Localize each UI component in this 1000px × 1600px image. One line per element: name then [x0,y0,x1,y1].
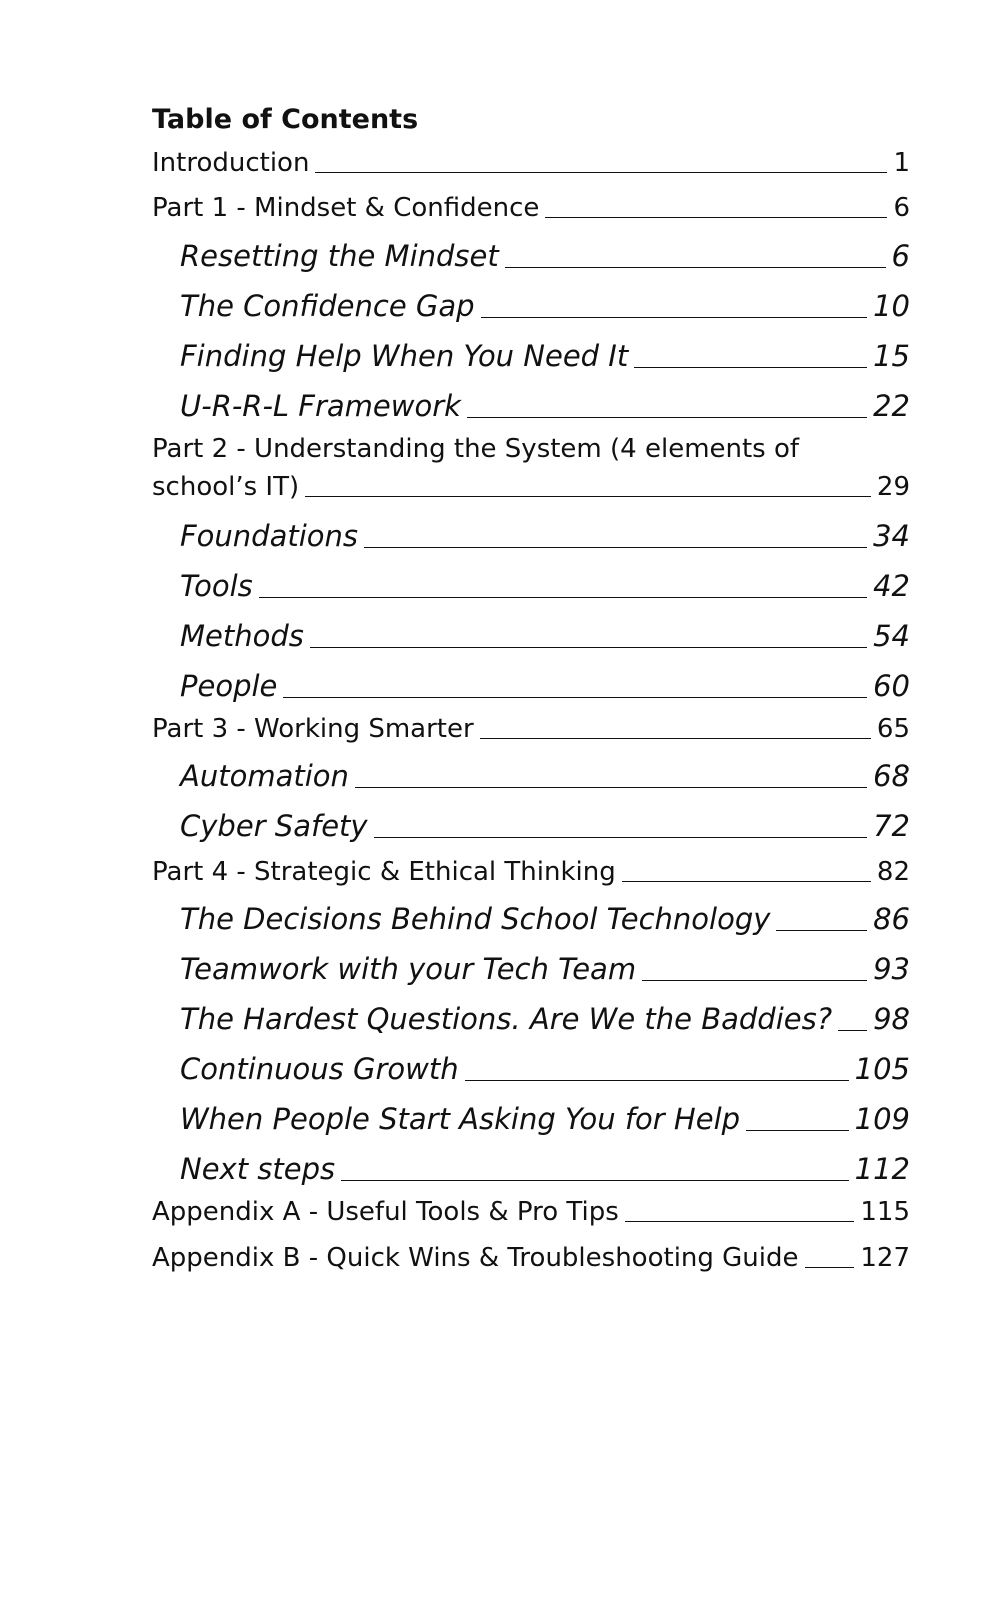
toc-entry-label: People [180,669,278,703]
toc-entry-page: 98 [873,1002,910,1036]
toc-entry-introduction [152,148,910,178]
leader-line [315,172,887,173]
toc-entry-label: The Decisions Behind School Technology [180,902,771,936]
toc-entry-page: 54 [873,619,910,653]
toc-subentry-resetting-mindset [180,239,910,273]
leader-line [625,1221,855,1222]
toc-entry-label: Next steps [180,1152,336,1186]
toc-subentry-hardest-questions [180,1002,910,1036]
leader-line [465,1080,849,1081]
toc-subentry-urrl-framework [180,389,910,423]
toc-entry-part-3 [152,714,910,744]
toc-entry-label: Part 1 - Mindset & Confidence [152,193,540,223]
toc-subentry-tools [180,569,910,603]
leader-line [259,597,867,598]
leader-line [305,496,871,497]
leader-line [283,697,867,698]
leader-line [805,1267,855,1268]
leader-line [481,317,868,318]
toc-entry-page: 42 [873,569,910,603]
toc-subentry-decisions [180,902,910,936]
toc-entry-page: 34 [873,519,910,553]
toc-entry-label: Teamwork with your Tech Team [180,952,637,986]
toc-subentry-continuous-growth [180,1052,910,1086]
toc-entry-label: Finding Help When You Need It [180,339,629,373]
leader-line [642,980,867,981]
toc-title: Table of Contents [152,104,419,135]
toc-entry-label: Continuous Growth [180,1052,459,1086]
toc-entry-page: 15 [873,339,910,373]
toc-subentry-automation [180,759,910,793]
toc-entry-label: Tools [180,569,253,603]
toc-entry-label: Appendix A - Useful Tools & Pro Tips [152,1197,619,1227]
toc-entry-page: 6 [893,193,910,223]
toc-entry-page: 65 [876,714,910,744]
toc-entry-page: 72 [873,809,910,843]
leader-line [746,1130,849,1131]
toc-entry-page: 6 [891,239,910,273]
toc-entry-page: 86 [873,902,910,936]
toc-subentry-people [180,669,910,703]
toc-entry-label: The Confidence Gap [180,289,475,323]
toc-entry-appendix-b [152,1243,910,1273]
toc-subentry-confidence-gap [180,289,910,323]
toc-entry-label: The Hardest Questions. Are We the Baddies? [180,1002,833,1036]
toc-entry-page: 10 [873,289,910,323]
toc-entry-appendix-a [152,1197,910,1227]
toc-entry-label: Resetting the Mindset [180,239,499,273]
toc-entry-page: 60 [873,669,910,703]
toc-entry-page: 22 [873,389,910,423]
leader-line [355,787,867,788]
leader-line [838,1030,867,1031]
toc-entry-label: When People Start Asking You for Help [180,1102,741,1136]
toc-entry-page: 29 [876,472,910,502]
toc-subentry-methods [180,619,910,653]
toc-entry-label: Introduction [152,148,310,178]
toc-entry-label: Part 4 - Strategic & Ethical Thinking [152,857,616,887]
toc-entry-page: 68 [873,759,910,793]
toc-entry-page: 1 [893,148,910,178]
toc-entry-label: U-R-R-L Framework [180,389,461,423]
toc-subentry-finding-help [180,339,910,373]
leader-line [341,1180,849,1181]
toc-entry-part-1 [152,193,910,223]
toc-entry-page: 93 [873,952,910,986]
leader-line [505,267,886,268]
toc-subentry-cyber-safety [180,809,910,843]
toc-subentry-foundations [180,519,910,553]
leader-line [467,417,867,418]
toc-entry-label: school’s IT) [152,472,300,502]
toc-entry-label: Methods [180,619,304,653]
toc-subentry-next-steps [180,1152,910,1186]
toc-entry-page: 82 [876,857,910,887]
leader-line [480,738,871,739]
leader-line [622,881,871,882]
toc-entry-label: Part 3 - Working Smarter [152,714,474,744]
leader-line [310,647,867,648]
toc-entry-page: 112 [854,1152,910,1186]
toc-entry-part-4 [152,857,910,887]
toc-entry-page: 127 [860,1243,910,1273]
leader-line [545,217,887,218]
toc-entry-page: 105 [854,1052,910,1086]
leader-line [364,547,867,548]
toc-entry-label: Appendix B - Quick Wins & Troubleshooting Guide [152,1243,799,1273]
leader-line [776,930,867,931]
toc-entry-page: 115 [860,1197,910,1227]
toc-entry-part-2 [152,472,910,502]
toc-subentry-teamwork [180,952,910,986]
toc-entry-part-2-line1: Part 2 - Understanding the System (4 elements of [152,434,800,464]
toc-entry-label: Foundations [180,519,359,553]
toc-entry-page: 109 [854,1102,910,1136]
toc-entry-label: Automation [180,759,349,793]
leader-line [634,367,867,368]
toc-subentry-asking-for-help [180,1102,910,1136]
toc-entry-label: Cyber Safety [180,809,368,843]
leader-line [374,837,868,838]
